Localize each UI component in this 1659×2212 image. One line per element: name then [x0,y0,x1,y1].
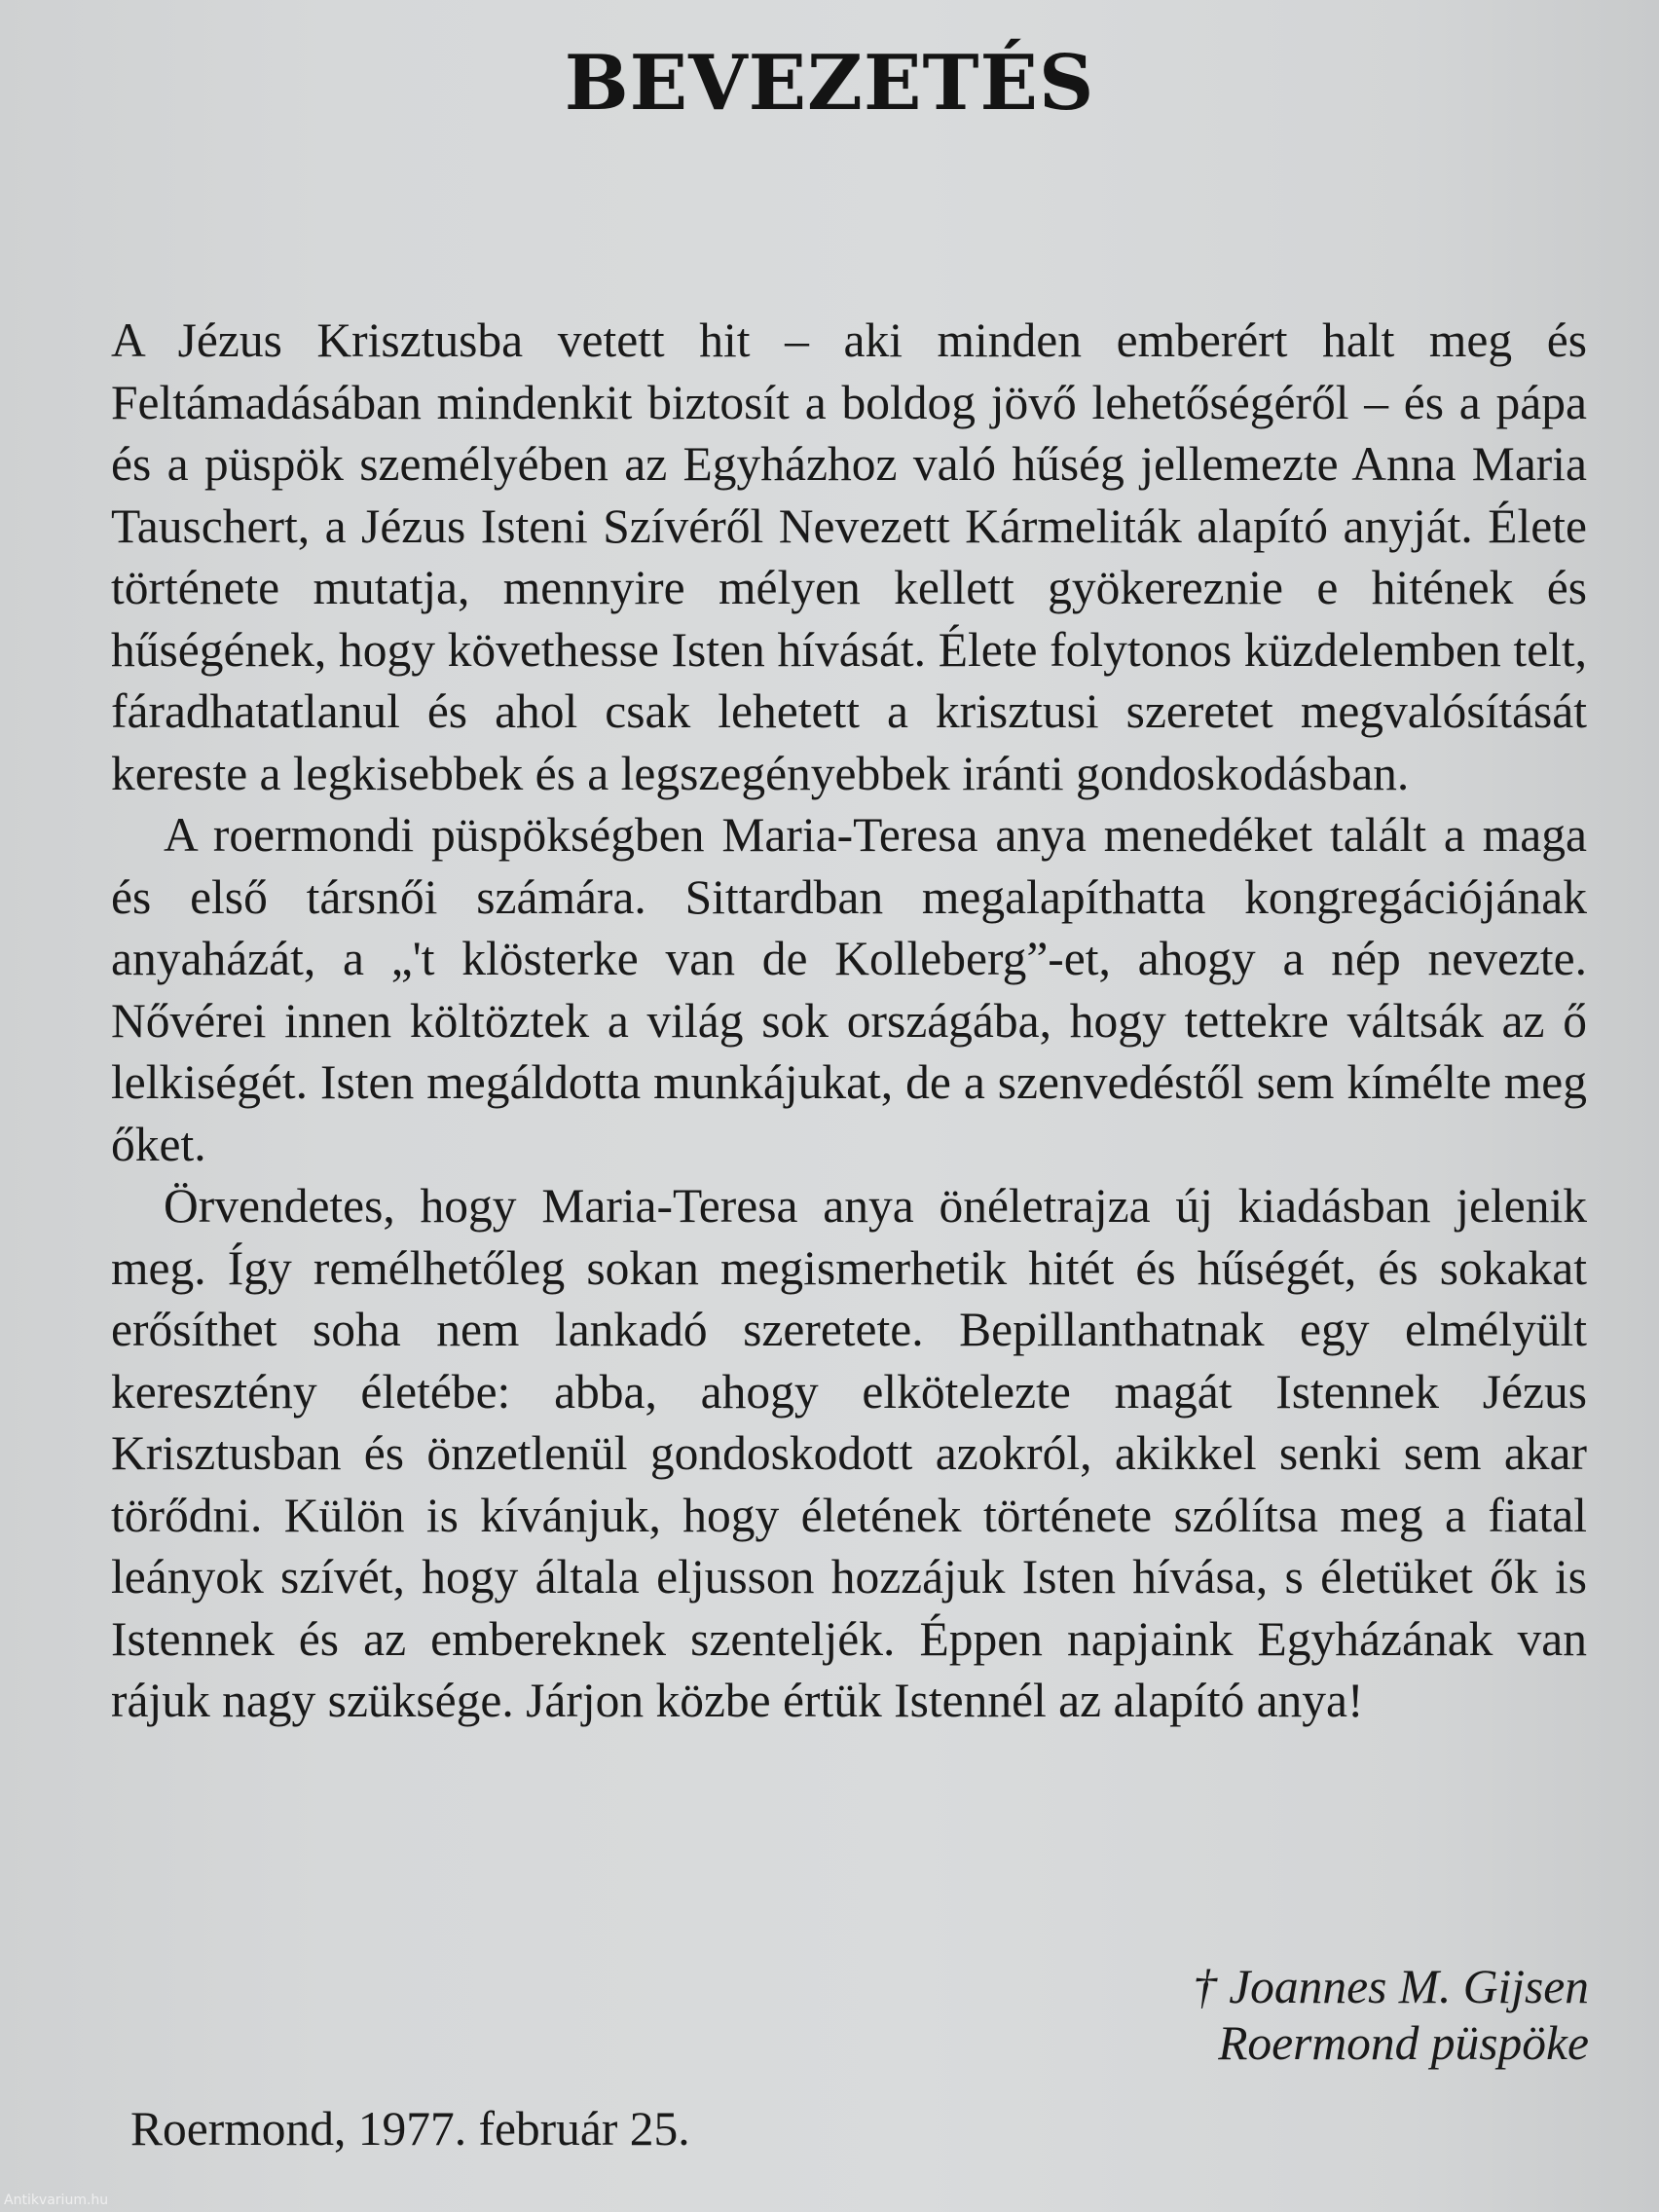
paragraph-3: Örvendetes, hogy Maria-Teresa anya önéletrajza új kiadásban jelenik meg. Így remélhetőleg sokan megismerhetik hitét és hűségét, és sokakat erősíthet soha nem lankadó szeretete. Bepillanthatnak egy elmélyült keresztény életébe: abba, ahogy elkötelezte magát Istennek Jézus Krisztusban és önzetlenül gondoskodott azokról, akikkel senki sem akar törődni. Külön is kívánjuk, hogy életének története szólítsa meg a fiatal leányok szívét, hogy általa eljusson hozzájuk Isten hívása, s életüket ők is Istennek és az embereknek szenteljék. Éppen napjaink Egyházának van rájuk nagy szüksége. Járjon közbe értük Istennél az alapító anya! [111,1179,1587,1727]
signature-role: Roermond püspöke [1218,2016,1589,2070]
signature-name: † Joannes M. Gijsen [1193,1960,1589,2013]
body-text [111,310,1587,1732]
dateline: Roermond, 1977. február 25. [130,2102,690,2156]
signature-block [1193,1959,1589,2072]
paragraph-2: A roermondi püspökségben Maria-Teresa anya menedéket talált a maga és első társnői számára. Sittardban megalapíthatta kongregációjának anyaházát, a „'t klösterke van de Kolleberg”-et, ahogy a nép nevezte. Nővérei innen költöztek a világ sok országába, hogy tettekre váltsák az ő lelkiségét. Isten megáldotta munkájukat, de a szenvedéstől sem kímélte meg őket. [111,808,1587,1171]
paragraph-1: A Jézus Krisztusba vetett hit – aki minden emberért halt meg és Feltámadásában mindenkit biztosít a boldog jövő lehetőségéről – és a pápa és a püspök személyében az Egyházhoz való hűség jellemezte Anna Maria Tauschert, a Jézus Isteni Szívéről Nevezett Kármeliták alapító anyját. Élete története mutatja, mennyire mélyen kellett gyökereznie e hitének és hűségének, hogy követhesse Isten hívását. Élete folytonos küzdelemben telt, fáradhatatlanul és ahol csak lehetett a krisztusi szeretet megvalósítását kereste a legkisebbek és a legszegényebbek iránti gondoskodásban. [111,313,1587,800]
watermark: Antikvarium.hu [4,2193,109,2208]
page-title: BEVEZETÉS [564,39,1095,128]
